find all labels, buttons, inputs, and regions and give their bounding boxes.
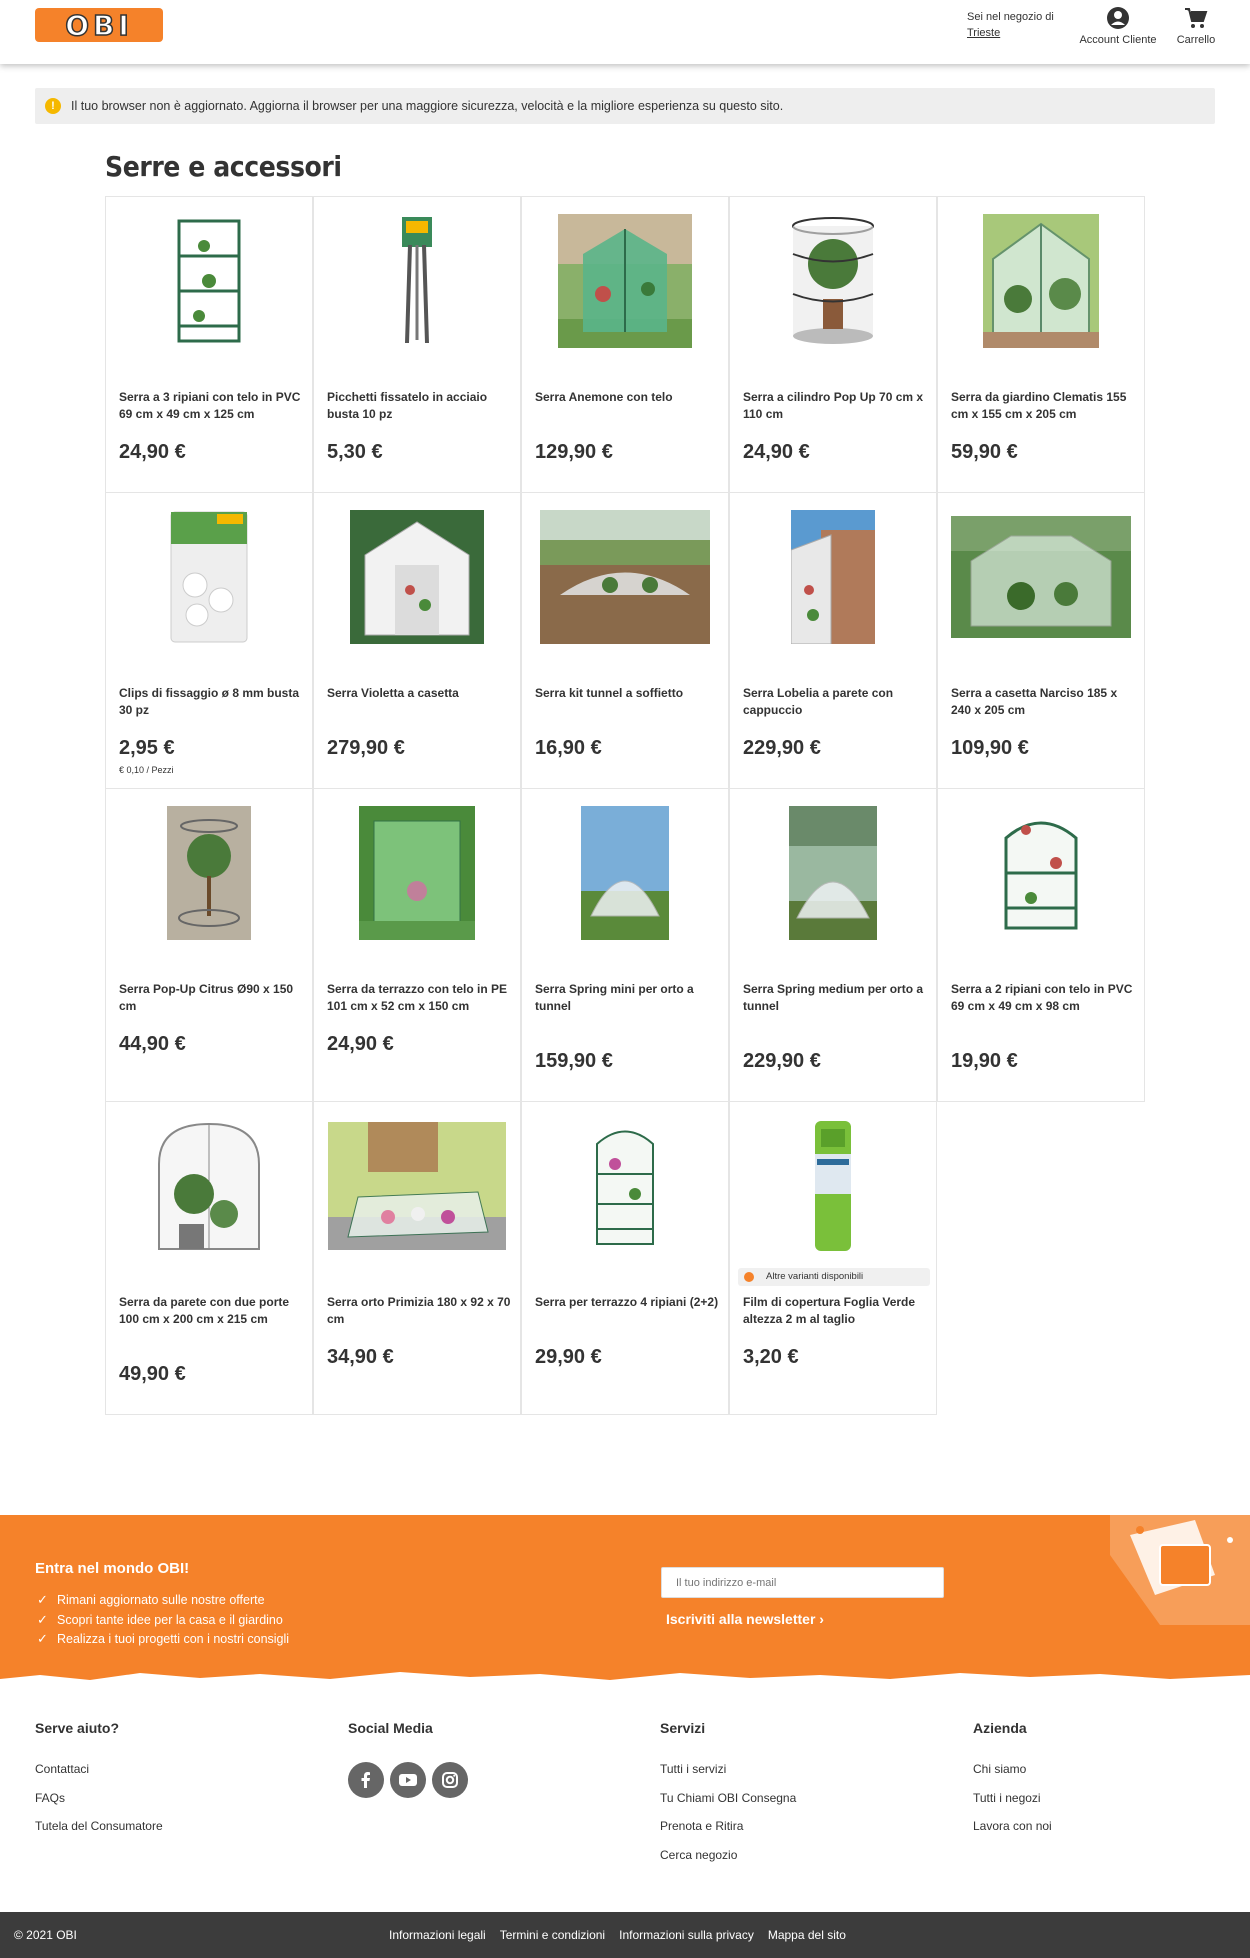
footer-link-store-finder[interactable]: Cerca negozio [660, 1847, 738, 1862]
benefit-item [35, 1613, 289, 1633]
product-card[interactable] [729, 196, 937, 493]
product-name[interactable]: Serra a cilindro Pop Up 70 cm x 110 cm [743, 390, 924, 421]
product-price: 24,90 € [743, 441, 810, 463]
user-icon [1106, 6, 1130, 30]
newsletter-cta-label: Iscriviti alla newsletter [666, 1611, 816, 1627]
more-variants-label: Altre varianti disponibili [766, 1271, 864, 1282]
product-name[interactable]: Serra a 3 ripiani con telo in PVC 69 cm x 49 cm x 125 cm [119, 390, 301, 421]
product-name[interactable]: Serra da parete con due porte 100 cm x 200 cm x 215 cm [119, 1295, 290, 1326]
product-name[interactable]: Serra da giardino Clematis 155 cm x 155 cm x 205 cm [951, 390, 1127, 421]
product-price: 49,90 € [119, 1363, 186, 1385]
footer-help-column [35, 1720, 163, 1848]
product-price: 3,20 € [743, 1346, 799, 1368]
variants-icon [744, 1272, 754, 1282]
footer-link-contact[interactable]: Contattaci [35, 1762, 90, 1776]
browser-warning-text: Il tuo browser non è aggiornato. Aggiorna il browser per una maggiore sicurezza, velocità e la migliore esperienza su questo sito. [71, 99, 784, 113]
product-name[interactable]: Serra a casetta Narciso 185 x 240 x 205 cm [951, 686, 1118, 717]
footer-link-all-services[interactable]: Tutti i servizi [660, 1762, 727, 1776]
benefit-text: Realizza i tuoi progetti con i nostri consigli [57, 1632, 290, 1646]
product-card[interactable] [105, 492, 313, 789]
product-price: 5,30 € [327, 441, 383, 463]
product-image[interactable] [938, 213, 1144, 349]
product-name[interactable]: Serra da terrazzo con telo in PE 101 cm x 52 cm x 150 cm [327, 982, 508, 1013]
product-price: 24,90 € [119, 441, 186, 463]
product-image[interactable] [522, 1118, 728, 1254]
footer-link-careers[interactable]: Lavora con noi [973, 1819, 1052, 1833]
product-name[interactable]: Clips di fissaggio ø 8 mm busta 30 pz [119, 686, 300, 717]
sitemap-link[interactable]: Mappa del sito [767, 1928, 846, 1942]
product-name[interactable]: Serra kit tunnel a soffietto [535, 686, 684, 700]
product-image[interactable] [106, 805, 312, 941]
product-image[interactable] [522, 213, 728, 349]
product-card[interactable] [313, 788, 521, 1102]
cart-button[interactable] [1170, 6, 1222, 46]
product-name[interactable]: Film di copertura Foglia Verde altezza 2 m al taglio [743, 1295, 916, 1326]
footer-link-delivery[interactable]: Tu Chiami OBI Consegna [660, 1790, 797, 1805]
product-name[interactable]: Serra a 2 ripiani con telo in PVC 69 cm x 49 cm x 98 cm [951, 982, 1133, 1013]
product-card[interactable] [729, 1101, 937, 1415]
store-name-link[interactable]: Trieste [967, 27, 1001, 39]
footer-company-column [973, 1720, 1052, 1848]
email-input[interactable] [661, 1567, 944, 1598]
cart-label: Carrello [1176, 34, 1216, 46]
product-card[interactable] [521, 196, 729, 493]
social-icons [348, 1762, 468, 1798]
product-card[interactable] [937, 196, 1145, 493]
footer-company-title: Azienda [973, 1720, 1027, 1736]
product-price: 129,90 € [535, 441, 613, 463]
cart-icon [1184, 6, 1208, 30]
browser-warning-banner [35, 88, 1215, 124]
product-name[interactable]: Picchetti fissatelo in acciaio busta 10 pz [327, 390, 488, 421]
product-image[interactable] [938, 509, 1144, 645]
product-image[interactable] [106, 213, 312, 349]
footer-social-column [348, 1720, 468, 1798]
site-header [0, 0, 1250, 64]
terms-link[interactable]: Termini e condizioni [499, 1928, 606, 1942]
chevron-right-icon: › [819, 1611, 824, 1627]
unit-price: € 0,10 / Pezzi [119, 765, 174, 775]
footer-services-title: Servizi [660, 1720, 706, 1736]
newsletter-title: Entra nel mondo OBI! [35, 1560, 190, 1577]
product-image[interactable] [314, 509, 520, 645]
footer-social-title: Social Media [348, 1720, 433, 1736]
benefit-item [35, 1593, 289, 1613]
product-price: 229,90 € [743, 737, 821, 759]
product-price: 159,90 € [535, 1050, 613, 1072]
legal-links [389, 1928, 846, 1942]
footer-link-faqs[interactable]: FAQs [35, 1790, 66, 1805]
product-price: 44,90 € [119, 1033, 186, 1055]
product-image[interactable] [730, 1118, 936, 1254]
footer-link-click-collect[interactable]: Prenota e Ritira [660, 1819, 744, 1833]
product-name[interactable]: Serra Anemone con telo [535, 390, 673, 404]
page-title: Serre e accessori [105, 150, 342, 183]
footer-link-all-stores[interactable]: Tutti i negozi [973, 1790, 1041, 1805]
product-image[interactable] [106, 509, 312, 645]
product-image[interactable] [106, 1118, 312, 1254]
privacy-link[interactable]: Informazioni sulla privacy [619, 1928, 754, 1942]
product-image[interactable] [730, 509, 936, 645]
product-price: 16,90 € [535, 737, 602, 759]
newsletter-benefits [35, 1593, 289, 1652]
warning-icon: ! [45, 98, 61, 114]
newsletter-signup-link[interactable] [666, 1611, 824, 1627]
product-name[interactable]: Serra Lobelia a parete con cappuccio [743, 686, 894, 717]
check-icon: ✓ [37, 1592, 48, 1607]
product-image[interactable] [730, 213, 936, 349]
product-price: 34,90 € [327, 1346, 394, 1368]
footer-services-column [660, 1720, 796, 1876]
bottom-bar [0, 1912, 1250, 1958]
product-card[interactable] [313, 492, 521, 789]
product-price: 279,90 € [327, 737, 405, 759]
product-card[interactable] [521, 492, 729, 789]
product-card[interactable] [313, 196, 521, 493]
footer-link-about[interactable]: Chi siamo [973, 1762, 1027, 1776]
product-image[interactable] [730, 805, 936, 941]
product-card[interactable] [729, 492, 937, 789]
product-price: 59,90 € [951, 441, 1018, 463]
product-price: 29,90 € [535, 1346, 602, 1368]
product-price: 19,90 € [951, 1050, 1018, 1072]
product-image[interactable] [314, 213, 520, 349]
product-card[interactable] [521, 788, 729, 1102]
copyright: © 2021 OBI [14, 1928, 77, 1942]
product-image[interactable] [522, 805, 728, 941]
footer-link-consumer-protection[interactable]: Tutela del Consumatore [35, 1819, 163, 1833]
footer-help-title: Serve aiuto? [35, 1720, 120, 1736]
product-name[interactable]: Serra Pop-Up Citrus Ø90 x 150 cm [119, 982, 294, 1013]
product-card[interactable] [105, 196, 313, 493]
product-card[interactable] [313, 1101, 521, 1415]
product-name[interactable]: Serra Violetta a casetta [327, 686, 459, 700]
store-label: Sei nel negozio di [967, 11, 1054, 23]
product-card[interactable] [937, 492, 1145, 789]
product-name[interactable]: Serra orto Primizia 180 x 92 x 70 cm [327, 1295, 511, 1326]
svg-text:OBI: OBI [65, 9, 133, 42]
more-variants-badge[interactable] [738, 1268, 930, 1286]
product-card[interactable] [105, 788, 313, 1102]
benefit-text: Scopri tante idee per la casa e il giardino [57, 1612, 283, 1627]
youtube-icon[interactable] [390, 1762, 426, 1798]
newsletter-section [0, 1515, 1250, 1685]
product-card[interactable] [937, 788, 1145, 1102]
check-icon: ✓ [37, 1631, 48, 1646]
product-image[interactable] [314, 805, 520, 941]
product-price: 2,95 € [119, 737, 175, 759]
store-selector[interactable] [967, 9, 1054, 41]
benefit-text: Rimani aggiornato sulle nostre offerte [57, 1593, 265, 1607]
check-icon: ✓ [37, 1611, 48, 1627]
account-label: Account Cliente [1079, 34, 1157, 46]
benefit-item [35, 1632, 289, 1652]
newsletter-decoration [1100, 1515, 1250, 1625]
product-name[interactable]: Serra Spring medium per orto a tunnel [743, 982, 924, 1013]
product-card[interactable] [729, 788, 937, 1102]
product-name[interactable]: Serra Spring mini per orto a tunnel [535, 982, 694, 1013]
product-price: 24,90 € [327, 1033, 394, 1055]
product-card[interactable] [105, 1101, 313, 1415]
product-price: 109,90 € [951, 737, 1029, 759]
product-name[interactable]: Serra per terrazzo 4 ripiani (2+2) [535, 1295, 719, 1309]
account-button[interactable] [1078, 6, 1158, 46]
product-image[interactable] [522, 509, 728, 645]
product-image[interactable] [938, 805, 1144, 941]
instagram-icon[interactable] [432, 1762, 468, 1798]
product-card[interactable] [521, 1101, 729, 1415]
product-image[interactable] [314, 1118, 520, 1254]
product-price: 229,90 € [743, 1050, 821, 1072]
obi-logo[interactable] [35, 8, 163, 42]
legal-info-link[interactable]: Informazioni legali [389, 1928, 486, 1942]
facebook-icon[interactable] [348, 1762, 384, 1798]
torn-edge-divider [0, 1665, 1250, 1685]
